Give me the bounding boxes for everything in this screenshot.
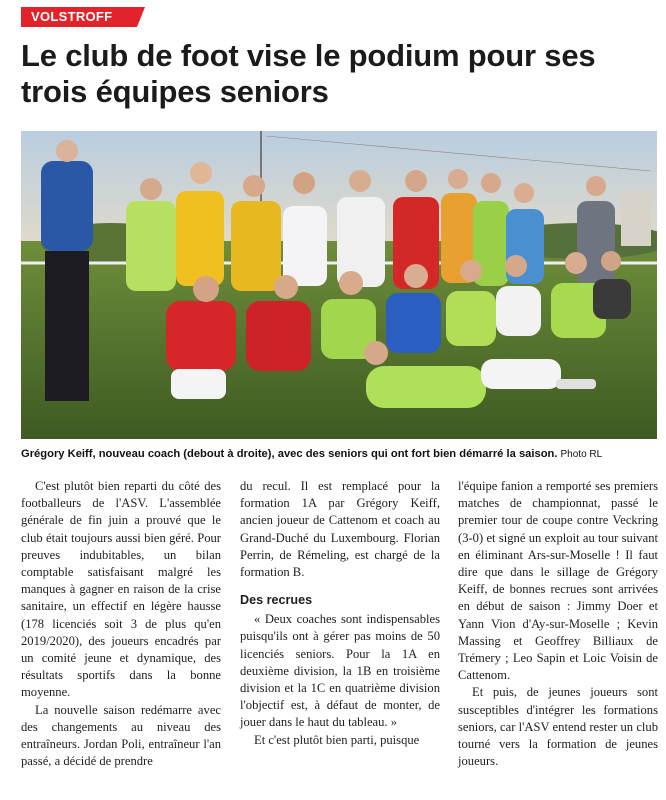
team-photo bbox=[21, 131, 657, 439]
article-paragraph: La nouvelle saison redémarre avec des changements au niveau des entraîneurs. Jordan Poli, entraîneur l'an passé, a décidé de prendre bbox=[21, 702, 221, 769]
photo-credit: Photo RL bbox=[560, 449, 603, 460]
article-column-2 bbox=[240, 478, 440, 749]
section-label: VOLSTROFF bbox=[31, 9, 113, 24]
article-subhead: Des recrues bbox=[240, 593, 313, 608]
article-paragraph: Et c'est plutôt bien parti, puisque bbox=[254, 732, 420, 747]
article-paragraph: Et puis, de jeunes joueurs sont susceptibles d'intégrer les formations seniors, car l'ASV entend rester un club tourné vers la formation de jeunes joueurs. bbox=[458, 685, 658, 769]
caption-text: Grégory Keiff, nouveau coach (debout à droite), avec des seniors qui ont fort bien démarré la saison. bbox=[21, 448, 558, 460]
article-paragraph: l'équipe fanion a remporté ses premiers matches de championnat, passé le premier tour de coupe contre Veckring (3-0) et signé un exploit au tour suivant en éliminant Ars-sur-Moselle ! Il faut dire que dans le sillage de Grégory Keiff, de bonnes recrues sont arrivées en début de saison : Jimmy Doer et Yann Vion d'Ay-sur-Moselle ; Kevin Massing et Geoffrey Billiaux de Trémery ; Leo Sapin et Loic Voisin de Cattenom. bbox=[458, 479, 658, 683]
article-paragraph: du recul. Il est remplacé pour la formation 1A par Grégory Keiff, ancien joueur de Cattenom et coach au Grand-Duché du Luxembourg. Florian Perrin, de Rémeling, est chargé de la formation B. bbox=[240, 479, 440, 580]
article-paragraph: « Deux coaches sont indispensables puisqu'ils ont à gérer pas moins de 50 licenciés seniors. Pour la 1A en deuxième division, la 1B en troisième division et la 1C en quatrième division l'objectif est, à défaut de monter, de jouer dans le haut du tableau. » bbox=[240, 612, 440, 730]
article-column-3 bbox=[458, 478, 658, 770]
photo-caption bbox=[21, 447, 661, 462]
section-kicker bbox=[21, 7, 145, 27]
article-column-1 bbox=[21, 478, 221, 770]
headline: Le club de foot vise le podium pour ses trois équipes seniors bbox=[21, 38, 596, 109]
article-paragraph: C'est plutôt bien reparti du côté des footballeurs de l'ASV. L'assemblée générale de fin juin a prouvé que le club était toujours aussi bien géré. Pour preuves indubitables, un bilan comptable satisfaisant malgré les manques à gagner en raison de la crise sanitaire, un effectif en légère hausse (178 licenciés soit 3 de plus qu'en 2019/2020), des joueurs encadrés par un comité jeune et dynamique, des résultats sportifs dans la bonne moyenne. bbox=[21, 479, 221, 700]
